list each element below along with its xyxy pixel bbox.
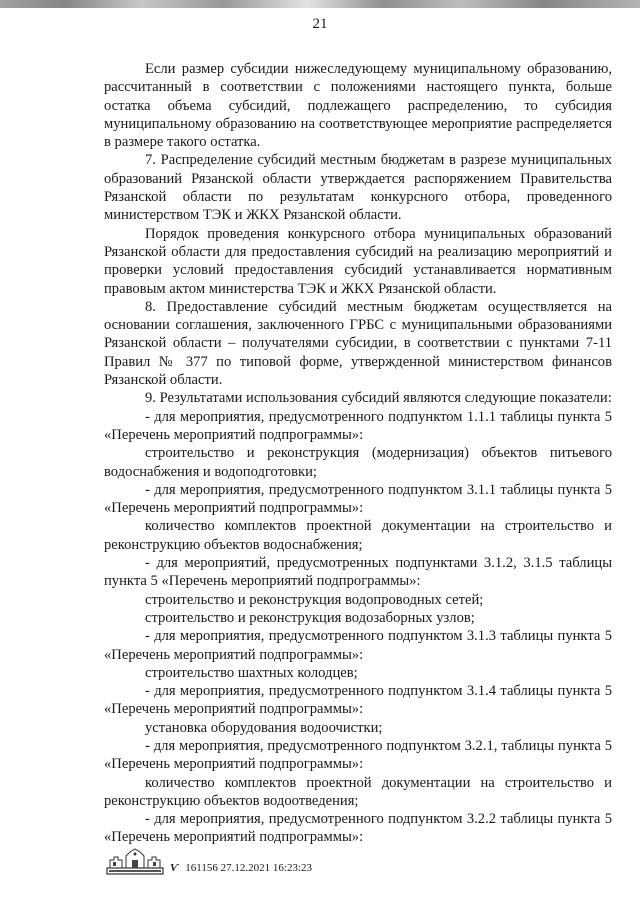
page-number: 21 <box>312 16 328 32</box>
paragraph: строительство и реконструкция (модернизация) объектов питьевого водоснабжения и водоподготовки; <box>104 445 612 480</box>
paragraph: 7. Распределение субсидий местным бюджетам в разрезе муниципальных образований Рязанской области утверждается распоряжением Правительства Рязанской области по результатам конкурсного отбора, проведенного министерством ТЭК и ЖКХ Рязанской области. <box>104 152 612 224</box>
paragraph: Если размер субсидии нижеследующему муниципальному образованию, рассчитанный в соответствии с положениями настоящего пункта, больше остатка объема субсидий, подлежащего распределению, то субсидия муниципальному образованию на соответствующее мероприятие распределяется в размере такого остатка. <box>104 61 612 151</box>
paragraph: количество комплектов проектной документации на строительство и реконструкцию объектов водоснабжения; <box>104 518 612 553</box>
paragraph: - для мероприятия, предусмотренного подпунктом 3.1.3 таблицы пункта 5 «Перечень мероприятий подпрограммы»: <box>104 628 612 663</box>
paragraph: - для мероприятия, предусмотренного подпунктом 3.2.2 таблицы пункта 5 «Перечень мероприятий подпрограммы»: <box>104 811 612 846</box>
paragraph: строительство и реконструкция водозаборных узлов; <box>145 609 475 626</box>
registration-mark-icon: Ѵ <box>170 862 179 874</box>
paragraph: - для мероприятий, предусмотренных подпунктами 3.1.2, 3.1.5 таблицы пункта 5 «Перечень мероприятий подпрограммы»: <box>104 555 612 590</box>
paragraph: строительство и реконструкция водопроводных сетей; <box>145 591 484 608</box>
paragraph: - для мероприятия, предусмотренного подпунктом 1.1.1 таблицы пункта 5 «Перечень мероприятий подпрограммы»: <box>104 408 612 443</box>
coat-of-arms-stamp-icon <box>106 848 164 876</box>
paragraph: - для мероприятия, предусмотренного подпунктом 3.1.4 таблицы пункта 5 «Перечень мероприятий подпрограммы»: <box>104 683 612 718</box>
scan-edge <box>0 0 640 8</box>
registration-stamp <box>170 862 312 874</box>
paragraph: установка оборудования водоочистки; <box>145 719 383 736</box>
paragraph: 8. Предоставление субсидий местным бюджетам осуществляется на основании соглашения, заключенного ГРБС с муниципальными образованиями Рязанской области – получателями субсидии, в соответствии с пунктами 7-11 Правил № 377 по типовой форме, утвержденной министерством финансов Рязанской области. <box>104 298 612 389</box>
document-body <box>104 60 612 847</box>
paragraph: - для мероприятия, предусмотренного подпунктом 3.1.1 таблицы пункта 5 «Перечень мероприятий подпрограммы»: <box>104 481 612 517</box>
paragraph: 9. Результатами использования субсидий являются следующие показатели: <box>145 390 612 407</box>
paragraph: - для мероприятия, предусмотренного подпунктом 3.2.1, таблицы пункта 5 «Перечень мероприятий подпрограммы»: <box>104 737 612 773</box>
paragraph: количество комплектов проектной документации на строительство и реконструкцию объектов водоотведения; <box>104 774 612 809</box>
paragraph: строительство шахтных колодцев; <box>145 664 358 681</box>
registration-number: 161156 27.12.2021 16:23:23 <box>185 862 313 874</box>
paragraph: Порядок проведения конкурсного отбора муниципальных образований Рязанской области для предоставления субсидий на реализацию мероприятий и проверки условий предоставления субсидий устанавливается нормативным правовым актом министерства ТЭК и ЖКХ Рязанской области. <box>104 225 612 297</box>
